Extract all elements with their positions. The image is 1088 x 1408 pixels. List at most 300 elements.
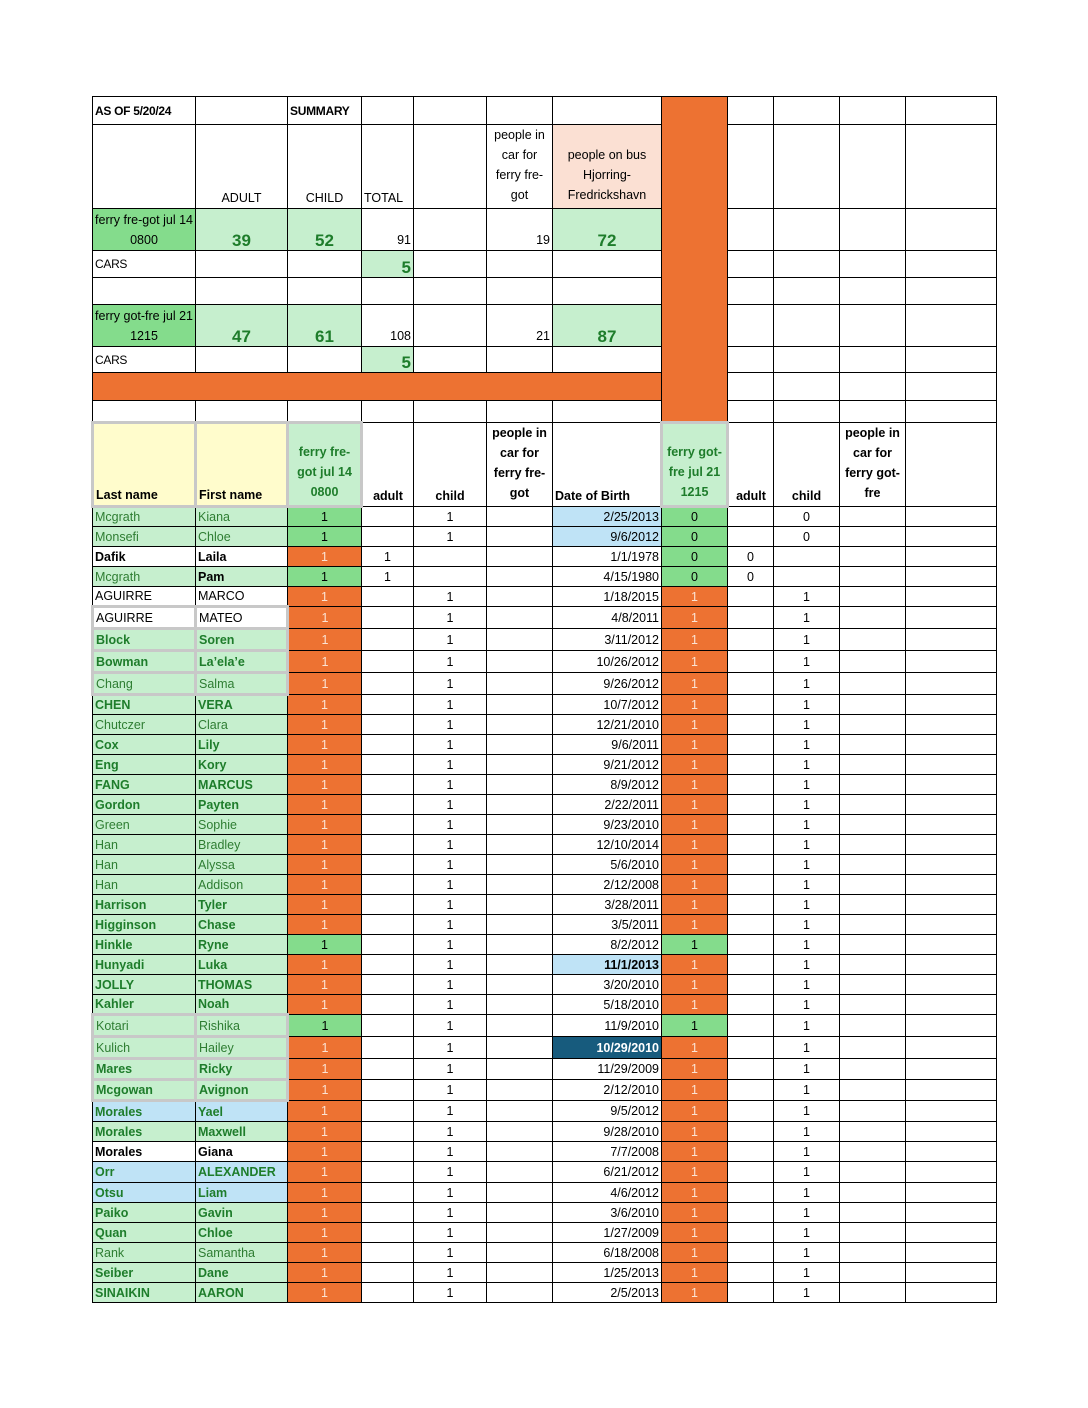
empty-cell — [840, 1203, 906, 1223]
empty-cell — [487, 955, 553, 975]
child2-cell: 1 — [774, 1015, 840, 1037]
empty-cell — [487, 755, 553, 775]
adult1-cell — [362, 1015, 414, 1037]
adult2-cell — [728, 815, 774, 835]
first-name-cell: Sophie — [196, 815, 288, 835]
empty-cell — [840, 547, 906, 567]
adult2-cell — [728, 1223, 774, 1243]
child2-cell: 1 — [774, 775, 840, 795]
car2-header: people in car for ferry got-fre — [840, 423, 906, 507]
first-name-cell: Bradley — [196, 835, 288, 855]
empty-cell — [906, 673, 997, 695]
dob-cell: 11/9/2010 — [553, 1015, 662, 1037]
empty-cell — [906, 835, 997, 855]
last-name-cell: Harrison — [93, 895, 196, 915]
ferry1-cell: 1 — [288, 1101, 362, 1122]
last-name-cell: Morales — [93, 1142, 196, 1162]
adult2-cell — [728, 1059, 774, 1080]
ferry1-cell: 1 — [288, 1283, 362, 1303]
dob-cell: 2/22/2011 — [553, 795, 662, 815]
child2-cell: 1 — [774, 795, 840, 815]
adult1-cell — [362, 587, 414, 607]
table-row — [93, 855, 997, 875]
dob-cell: 4/6/2012 — [553, 1183, 662, 1203]
ferry1-header: ferry fre-got jul 14 0800 — [288, 423, 362, 507]
last-name-cell: Block — [93, 629, 196, 651]
child2-cell: 1 — [774, 587, 840, 607]
ferry2-cell: 1 — [662, 695, 728, 715]
empty-cell — [906, 607, 997, 629]
trip1-car: 19 — [487, 209, 553, 251]
spacer-row — [93, 278, 997, 305]
last-name-cell: Rank — [93, 1243, 196, 1263]
adult2-cell — [728, 1122, 774, 1142]
empty-cell — [840, 995, 906, 1015]
first-name-cell: Ryne — [196, 935, 288, 955]
child1-cell: 1 — [414, 1283, 487, 1303]
dob-cell: 8/2/2012 — [553, 935, 662, 955]
empty-cell — [840, 715, 906, 735]
empty-cell — [840, 1059, 906, 1080]
table-row — [93, 915, 997, 935]
ferry2-cell: 1 — [662, 775, 728, 795]
adult-header: ADULT — [196, 125, 288, 209]
adult1-cell — [362, 1142, 414, 1162]
adult1-cell — [362, 835, 414, 855]
ferry1-cell: 1 — [288, 875, 362, 895]
empty-cell — [906, 1142, 997, 1162]
adult2-cell — [728, 915, 774, 935]
ferry2-cell: 1 — [662, 1283, 728, 1303]
ferry2-cell: 1 — [662, 651, 728, 673]
child1-cell: 1 — [414, 507, 487, 527]
first-name-cell: Hailey — [196, 1037, 288, 1059]
empty-cell — [840, 775, 906, 795]
empty-cell — [487, 1223, 553, 1243]
first-name-cell: MARCUS — [196, 775, 288, 795]
dob-cell: 5/6/2010 — [553, 855, 662, 875]
first-name-cell: Tyler — [196, 895, 288, 915]
child1-cell: 1 — [414, 587, 487, 607]
adult1-cell — [362, 527, 414, 547]
last-name-cell: Kahler — [93, 995, 196, 1015]
ferry1-cell: 1 — [288, 1037, 362, 1059]
ferry1-cell: 1 — [288, 695, 362, 715]
child1-cell: 1 — [414, 607, 487, 629]
empty-cell — [840, 673, 906, 695]
adult1-cell — [362, 1223, 414, 1243]
last-name-cell: Mcgrath — [93, 567, 196, 587]
first-name-cell: THOMAS — [196, 975, 288, 995]
empty-cell — [906, 775, 997, 795]
ferry2-cell: 1 — [662, 875, 728, 895]
adult1-cell — [362, 1263, 414, 1283]
empty-cell — [906, 1183, 997, 1203]
empty-cell — [487, 1243, 553, 1263]
child1-cell: 1 — [414, 1080, 487, 1101]
last-name-cell: Chang — [93, 673, 196, 695]
ferry1-cell: 1 — [288, 527, 362, 547]
first-name-cell: Chloe — [196, 527, 288, 547]
empty-cell — [840, 895, 906, 915]
dob-cell: 9/6/2011 — [553, 735, 662, 755]
trip1-total: 91 — [362, 209, 414, 251]
ferry2-cell: 1 — [662, 1059, 728, 1080]
adult2-cell — [728, 1203, 774, 1223]
table-row — [93, 673, 997, 695]
last-name-cell: FANG — [93, 775, 196, 795]
ferry1-cell: 1 — [288, 587, 362, 607]
adult1-cell — [362, 715, 414, 735]
ferry1-cell: 1 — [288, 1263, 362, 1283]
ferry1-cell: 1 — [288, 715, 362, 735]
table-row — [93, 695, 997, 715]
last-name-cell: Otsu — [93, 1183, 196, 1203]
car1-header: people in car for ferry fre-got — [487, 423, 553, 507]
ferry1-cell: 1 — [288, 1015, 362, 1037]
empty-cell — [487, 1162, 553, 1183]
empty-cell — [487, 975, 553, 995]
child2-cell: 1 — [774, 855, 840, 875]
table-row — [93, 835, 997, 855]
child1-cell: 1 — [414, 1203, 487, 1223]
table-row — [93, 629, 997, 651]
empty-cell — [840, 607, 906, 629]
roster-rows — [93, 507, 997, 1303]
ferry2-cell: 1 — [662, 1162, 728, 1183]
empty-cell — [840, 975, 906, 995]
empty-cell — [487, 1080, 553, 1101]
empty-cell — [840, 1101, 906, 1122]
adult2-cell — [728, 629, 774, 651]
dob-cell: 7/7/2008 — [553, 1142, 662, 1162]
child2-cell: 1 — [774, 1203, 840, 1223]
child1-header: child — [414, 423, 487, 507]
first-name-cell: Soren — [196, 629, 288, 651]
ferry2-cell: 1 — [662, 895, 728, 915]
dob-cell: 9/21/2012 — [553, 755, 662, 775]
adult1-cell — [362, 507, 414, 527]
empty-cell — [906, 507, 997, 527]
first-name-cell: Kory — [196, 755, 288, 775]
empty-cell — [840, 1037, 906, 1059]
child1-cell: 1 — [414, 895, 487, 915]
cars2-value: 5 — [362, 347, 414, 373]
dob-cell: 3/6/2010 — [553, 1203, 662, 1223]
last-name-cell: Hunyadi — [93, 955, 196, 975]
ferry1-cell: 1 — [288, 629, 362, 651]
adult2-cell — [728, 875, 774, 895]
child2-cell: 1 — [774, 1183, 840, 1203]
child2-cell: 0 — [774, 527, 840, 547]
child2-cell: 1 — [774, 815, 840, 835]
adult1-cell — [362, 1243, 414, 1263]
child1-cell: 1 — [414, 1263, 487, 1283]
child2-cell: 1 — [774, 875, 840, 895]
orange-band-row — [93, 373, 997, 401]
table-row — [93, 1101, 997, 1122]
dob-cell: 3/5/2011 — [553, 915, 662, 935]
adult2-cell — [728, 835, 774, 855]
adult1-cell — [362, 915, 414, 935]
first-name-cell: Lily — [196, 735, 288, 755]
last-name-cell: AGUIRRE — [93, 607, 196, 629]
first-name-cell: Liam — [196, 1183, 288, 1203]
as-of-date: AS OF 5/20/24 — [93, 97, 196, 125]
adult1-cell — [362, 673, 414, 695]
last-name-cell: AGUIRRE — [93, 587, 196, 607]
empty-cell — [840, 755, 906, 775]
empty-cell — [840, 1223, 906, 1243]
trip1-adult: 39 — [196, 209, 288, 251]
table-row — [93, 935, 997, 955]
table-row — [93, 1243, 997, 1263]
child2-cell: 1 — [774, 673, 840, 695]
adult1-cell — [362, 1101, 414, 1122]
dob-cell: 6/18/2008 — [553, 1243, 662, 1263]
dob-cell: 4/8/2011 — [553, 607, 662, 629]
table-row — [93, 1162, 997, 1183]
empty-cell — [840, 815, 906, 835]
empty-cell — [906, 1243, 997, 1263]
table-row — [93, 507, 997, 527]
empty-cell — [906, 735, 997, 755]
blank-row — [93, 401, 997, 423]
ferry1-cell: 1 — [288, 955, 362, 975]
empty-cell — [487, 855, 553, 875]
adult1-cell — [362, 629, 414, 651]
trip2-child: 61 — [288, 305, 362, 347]
ferry1-cell: 1 — [288, 795, 362, 815]
table-row — [93, 1183, 997, 1203]
child1-cell: 1 — [414, 629, 487, 651]
child2-cell: 1 — [774, 1037, 840, 1059]
empty-cell — [840, 735, 906, 755]
empty-cell — [840, 1162, 906, 1183]
last-name-cell: Morales — [93, 1101, 196, 1122]
child2-cell: 1 — [774, 1142, 840, 1162]
last-name-cell: Chutczer — [93, 715, 196, 735]
ferry2-cell: 1 — [662, 935, 728, 955]
adult1-cell — [362, 995, 414, 1015]
empty-cell — [906, 1122, 997, 1142]
child2-cell: 1 — [774, 755, 840, 775]
empty-cell — [840, 1263, 906, 1283]
empty-cell — [840, 651, 906, 673]
dob-cell: 3/11/2012 — [553, 629, 662, 651]
dob-cell: 12/21/2010 — [553, 715, 662, 735]
table-row — [93, 1015, 997, 1037]
roster-table — [91, 96, 997, 1303]
empty-cell — [906, 755, 997, 775]
child2-cell: 1 — [774, 975, 840, 995]
adult1-cell — [362, 795, 414, 815]
ferry2-cell: 1 — [662, 1142, 728, 1162]
first-name-cell: Ricky — [196, 1059, 288, 1080]
empty-cell — [906, 587, 997, 607]
child1-cell: 1 — [414, 755, 487, 775]
cars2-label: CARS — [93, 347, 196, 373]
adult1-cell — [362, 1122, 414, 1142]
ferry2-cell: 1 — [662, 1037, 728, 1059]
first-name-cell: Gavin — [196, 1203, 288, 1223]
adult1-cell — [362, 607, 414, 629]
empty-cell — [840, 507, 906, 527]
dob-cell: 9/26/2012 — [553, 673, 662, 695]
adult2-cell — [728, 1243, 774, 1263]
last-name-cell: Orr — [93, 1162, 196, 1183]
ferry2-cell: 1 — [662, 715, 728, 735]
ferry2-cell: 1 — [662, 1223, 728, 1243]
summary-title-row — [93, 97, 997, 125]
last-name-cell: CHEN — [93, 695, 196, 715]
ferry2-cell: 1 — [662, 755, 728, 775]
dob-cell: 2/5/2013 — [553, 1283, 662, 1303]
empty-cell — [906, 915, 997, 935]
ferry2-cell: 1 — [662, 1203, 728, 1223]
ferry1-cell: 1 — [288, 567, 362, 587]
empty-cell — [840, 1080, 906, 1101]
empty-cell — [487, 795, 553, 815]
last-name-cell: Bowman — [93, 651, 196, 673]
table-row — [93, 527, 997, 547]
table-row — [93, 547, 997, 567]
empty-cell — [487, 587, 553, 607]
first-name-header: First name — [196, 423, 288, 507]
last-name-cell: Seiber — [93, 1263, 196, 1283]
empty-cell — [840, 1243, 906, 1263]
ferry2-cell: 1 — [662, 955, 728, 975]
dob-cell: 2/25/2013 — [553, 507, 662, 527]
empty-cell — [487, 507, 553, 527]
ferry2-cell: 1 — [662, 1263, 728, 1283]
child2-cell: 1 — [774, 895, 840, 915]
adult2-cell — [728, 735, 774, 755]
table-row — [93, 1142, 997, 1162]
child2-cell: 1 — [774, 1283, 840, 1303]
ferry2-cell: 1 — [662, 1183, 728, 1203]
adult2-cell — [728, 1101, 774, 1122]
child2-cell — [774, 567, 840, 587]
ferry2-cell: 1 — [662, 975, 728, 995]
ferry1-cell: 1 — [288, 1080, 362, 1101]
ferry2-cell: 0 — [662, 527, 728, 547]
ferry2-cell: 1 — [662, 1243, 728, 1263]
adult1-cell — [362, 735, 414, 755]
ferry1-cell: 1 — [288, 507, 362, 527]
table-row — [93, 587, 997, 607]
empty-cell — [487, 547, 553, 567]
adult1-cell — [362, 975, 414, 995]
child2-cell: 1 — [774, 629, 840, 651]
first-name-cell: Luka — [196, 955, 288, 975]
ferry1-cell: 1 — [288, 895, 362, 915]
empty-cell — [906, 567, 997, 587]
adult1-cell — [362, 855, 414, 875]
ferry2-cell: 0 — [662, 547, 728, 567]
first-name-cell: Salma — [196, 673, 288, 695]
empty-cell — [487, 935, 553, 955]
ferry1-cell: 1 — [288, 1122, 362, 1142]
empty-cell — [840, 955, 906, 975]
empty-cell — [840, 855, 906, 875]
child1-cell: 1 — [414, 975, 487, 995]
adult2-cell — [728, 995, 774, 1015]
empty-cell — [906, 1015, 997, 1037]
empty-cell — [487, 895, 553, 915]
adult1-cell — [362, 695, 414, 715]
empty-cell — [906, 895, 997, 915]
child2-cell: 1 — [774, 1263, 840, 1283]
adult2-cell — [728, 651, 774, 673]
child1-cell: 1 — [414, 1037, 487, 1059]
child1-cell: 1 — [414, 835, 487, 855]
empty-cell — [487, 715, 553, 735]
trip2-adult: 47 — [196, 305, 288, 347]
child1-cell: 1 — [414, 735, 487, 755]
cars1-label: CARS — [93, 251, 196, 278]
ferry2-cell: 1 — [662, 855, 728, 875]
adult2-cell — [728, 527, 774, 547]
adult2-cell — [728, 755, 774, 775]
dob-cell: 2/12/2010 — [553, 1080, 662, 1101]
child1-cell — [414, 567, 487, 587]
child1-cell: 1 — [414, 995, 487, 1015]
ferry1-cell: 1 — [288, 1243, 362, 1263]
summary-header-row — [93, 125, 997, 209]
empty-cell — [906, 855, 997, 875]
adult1-cell — [362, 895, 414, 915]
empty-cell — [487, 567, 553, 587]
table-row — [93, 1283, 997, 1303]
empty-cell — [840, 695, 906, 715]
empty-cell — [906, 795, 997, 815]
empty-cell — [840, 629, 906, 651]
child1-cell: 1 — [414, 673, 487, 695]
adult1-cell — [362, 1183, 414, 1203]
ferry1-cell: 1 — [288, 1059, 362, 1080]
empty-cell — [906, 975, 997, 995]
last-name-cell: Kotari — [93, 1015, 196, 1037]
table-row — [93, 775, 997, 795]
adult1-cell — [362, 875, 414, 895]
trip1-label: ferry fre-got jul 14 0800 — [93, 209, 196, 251]
empty-cell — [487, 607, 553, 629]
child1-cell: 1 — [414, 935, 487, 955]
car-people-header: people in car for ferry fre-got — [487, 125, 553, 209]
child2-cell: 1 — [774, 1101, 840, 1122]
last-name-cell: Quan — [93, 1223, 196, 1243]
dob-cell: 10/7/2012 — [553, 695, 662, 715]
child2-cell: 1 — [774, 935, 840, 955]
table-row — [93, 955, 997, 975]
empty-cell — [906, 1037, 997, 1059]
first-name-cell: Laila — [196, 547, 288, 567]
total-header: TOTAL — [362, 125, 414, 209]
table-row — [93, 1059, 997, 1080]
last-name-cell: Dafik — [93, 547, 196, 567]
first-name-cell: Kiana — [196, 507, 288, 527]
table-row — [93, 651, 997, 673]
empty-cell — [487, 995, 553, 1015]
table-row — [93, 715, 997, 735]
empty-cell — [840, 567, 906, 587]
child1-cell: 1 — [414, 1162, 487, 1183]
dob-cell: 12/10/2014 — [553, 835, 662, 855]
first-name-cell: Giana — [196, 1142, 288, 1162]
dob-cell: 1/1/1978 — [553, 547, 662, 567]
first-name-cell: Noah — [196, 995, 288, 1015]
